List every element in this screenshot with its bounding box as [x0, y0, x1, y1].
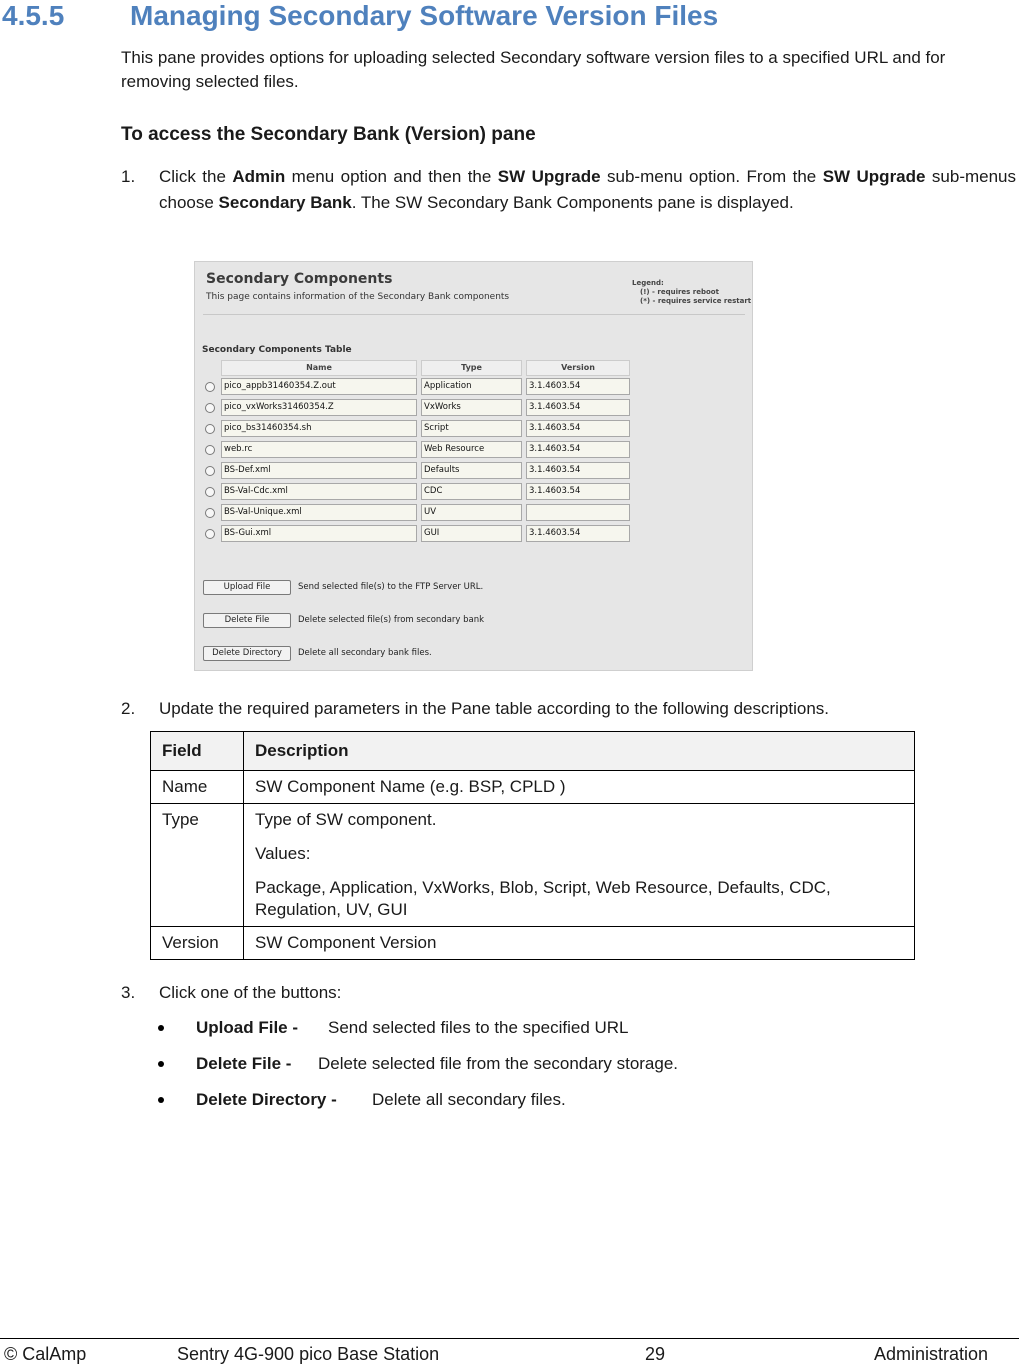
- table-row: [203, 441, 631, 459]
- description-cell: SW Component Version: [244, 927, 915, 960]
- step-3: [121, 980, 1016, 1006]
- name-field[interactable]: BS-Def.xml: [221, 462, 417, 479]
- delete-directory-description: Delete all secondary bank files.: [298, 648, 432, 658]
- row-select-radio[interactable]: [205, 529, 215, 539]
- table-title: Secondary Components Table: [202, 345, 352, 355]
- version-field[interactable]: 3.1.4603.54: [526, 399, 630, 416]
- field-cell: Type: [151, 804, 244, 927]
- row-select-radio[interactable]: [205, 508, 215, 518]
- step-number: 3.: [121, 983, 136, 1002]
- list-item: [158, 1054, 1016, 1090]
- bullet-icon: [158, 1061, 164, 1067]
- section-title: Managing Secondary Software Version Files: [130, 0, 719, 31]
- footer-section: Administration: [874, 1344, 989, 1364]
- bullet-description: Send selected files to the specified URL: [328, 1018, 629, 1037]
- version-field[interactable]: 3.1.4603.54: [526, 420, 630, 437]
- table-row: [203, 462, 631, 480]
- upload-file-button[interactable]: Upload File: [203, 580, 291, 595]
- row-select-radio[interactable]: [205, 487, 215, 497]
- bullet-description: Delete all secondary files.: [372, 1090, 566, 1109]
- list-item: [158, 1090, 1016, 1126]
- bullet-label: Delete Directory -: [196, 1090, 337, 1109]
- name-field[interactable]: pico_vxWorks31460354.Z: [221, 399, 417, 416]
- legend: [632, 279, 751, 306]
- table-row: [203, 378, 631, 396]
- table-row: [203, 420, 631, 438]
- version-field[interactable]: 3.1.4603.54: [526, 378, 630, 395]
- table-row: [151, 804, 915, 927]
- type-field[interactable]: Script: [421, 420, 522, 437]
- legend-restart: (*) - requires service restart: [640, 297, 752, 305]
- table-row: [203, 525, 631, 543]
- panel-subtitle: This page contains information of the Secondary Bank components: [206, 292, 510, 302]
- footer-divider: [0, 1338, 1019, 1339]
- legend-reboot: (!) - requires reboot: [640, 288, 719, 296]
- row-select-radio[interactable]: [205, 445, 215, 455]
- name-field[interactable]: BS-Val-Cdc.xml: [221, 483, 417, 500]
- bullet-icon: [158, 1025, 164, 1031]
- delete-file-description: Delete selected file(s) from secondary bank: [298, 615, 485, 625]
- name-field[interactable]: BS-Val-Unique.xml: [221, 504, 417, 521]
- type-field[interactable]: CDC: [421, 483, 522, 500]
- button-list: [158, 1018, 1016, 1126]
- type-field[interactable]: Defaults: [421, 462, 522, 479]
- table-row: [203, 399, 631, 417]
- step-text: Click the Admin menu option and then the SW Upgrade sub-menu option. From the SW Upgrade sub-menus choose Secondary Bank. The SW Secondary Bank Components pane is displayed.: [159, 167, 1017, 212]
- legend-title: Legend:: [632, 279, 664, 287]
- name-field[interactable]: pico_bs31460354.sh: [221, 420, 417, 437]
- table-row: [203, 483, 631, 501]
- bullet-label: Upload File -: [196, 1018, 298, 1037]
- type-field[interactable]: VxWorks: [421, 399, 522, 416]
- column-header-type: Type: [421, 360, 522, 376]
- header-field: Field: [151, 732, 244, 771]
- row-select-radio[interactable]: [205, 424, 215, 434]
- intro-paragraph: This pane provides options for uploading selected Secondary software version files to a specified URL and for removing selected files.: [121, 48, 946, 91]
- bullet-description: Delete selected file from the secondary storage.: [318, 1054, 679, 1073]
- field-description-table: [150, 731, 915, 960]
- delete-file-button[interactable]: Delete File: [203, 613, 291, 628]
- list-item: [158, 1018, 1016, 1054]
- name-field[interactable]: web.rc: [221, 441, 417, 458]
- type-field[interactable]: GUI: [421, 525, 522, 542]
- panel-title: Secondary Components: [206, 271, 393, 287]
- version-field[interactable]: 3.1.4603.54: [526, 525, 630, 542]
- version-field[interactable]: 3.1.4603.54: [526, 441, 630, 458]
- row-select-radio[interactable]: [205, 466, 215, 476]
- type-field[interactable]: UV: [421, 504, 522, 521]
- type-field[interactable]: Application: [421, 378, 522, 395]
- section-heading: [0, 0, 1019, 36]
- step-number: 2.: [121, 699, 136, 718]
- secondary-components-screenshot: [194, 261, 753, 671]
- table-row: [151, 771, 915, 804]
- description-line: Package, Application, VxWorks, Blob, Script, Web Resource, Defaults, CDC, Regulation, UV, GUI: [255, 878, 831, 919]
- header-description: Description: [244, 732, 915, 771]
- section-number: 4.5.5: [2, 0, 65, 31]
- table-row: [151, 927, 915, 960]
- sub-heading: To access the Secondary Bank (Version) pane: [121, 124, 536, 145]
- name-field[interactable]: pico_appb31460354.Z.out: [221, 378, 417, 395]
- step-2: [121, 696, 1016, 722]
- row-select-radio[interactable]: [205, 403, 215, 413]
- upload-file-description: Send selected file(s) to the FTP Server URL.: [298, 582, 484, 592]
- field-cell: Name: [151, 771, 244, 804]
- description-line: Values:: [255, 844, 311, 863]
- table-row: [203, 504, 631, 522]
- divider: [203, 314, 745, 315]
- description-cell: SW Component Name (e.g. BSP, CPLD ): [244, 771, 915, 804]
- footer-copyright: © CalAmp: [4, 1344, 87, 1364]
- delete-directory-button[interactable]: Delete Directory: [203, 646, 291, 661]
- description-cell: [244, 804, 915, 927]
- column-header-name: Name: [221, 360, 417, 376]
- table-header-row: [151, 732, 915, 771]
- version-field[interactable]: 3.1.4603.54: [526, 462, 630, 479]
- footer-page-number: 29: [645, 1344, 666, 1364]
- description-line: Type of SW component.: [255, 810, 437, 829]
- version-field[interactable]: [526, 504, 630, 521]
- step-text: Click one of the buttons:: [159, 983, 342, 1002]
- name-field[interactable]: BS-Gui.xml: [221, 525, 417, 542]
- step-number: 1.: [121, 167, 136, 186]
- footer-product: Sentry 4G-900 pico Base Station: [177, 1344, 440, 1364]
- bullet-icon: [158, 1097, 164, 1103]
- column-header-version: Version: [526, 360, 630, 376]
- step-text: Update the required parameters in the Pane table according to the following descriptions.: [159, 699, 830, 718]
- field-cell: Version: [151, 927, 244, 960]
- type-field[interactable]: Web Resource: [421, 441, 522, 458]
- bullet-label: Delete File -: [196, 1054, 292, 1073]
- row-select-radio[interactable]: [205, 382, 215, 392]
- version-field[interactable]: 3.1.4603.54: [526, 483, 630, 500]
